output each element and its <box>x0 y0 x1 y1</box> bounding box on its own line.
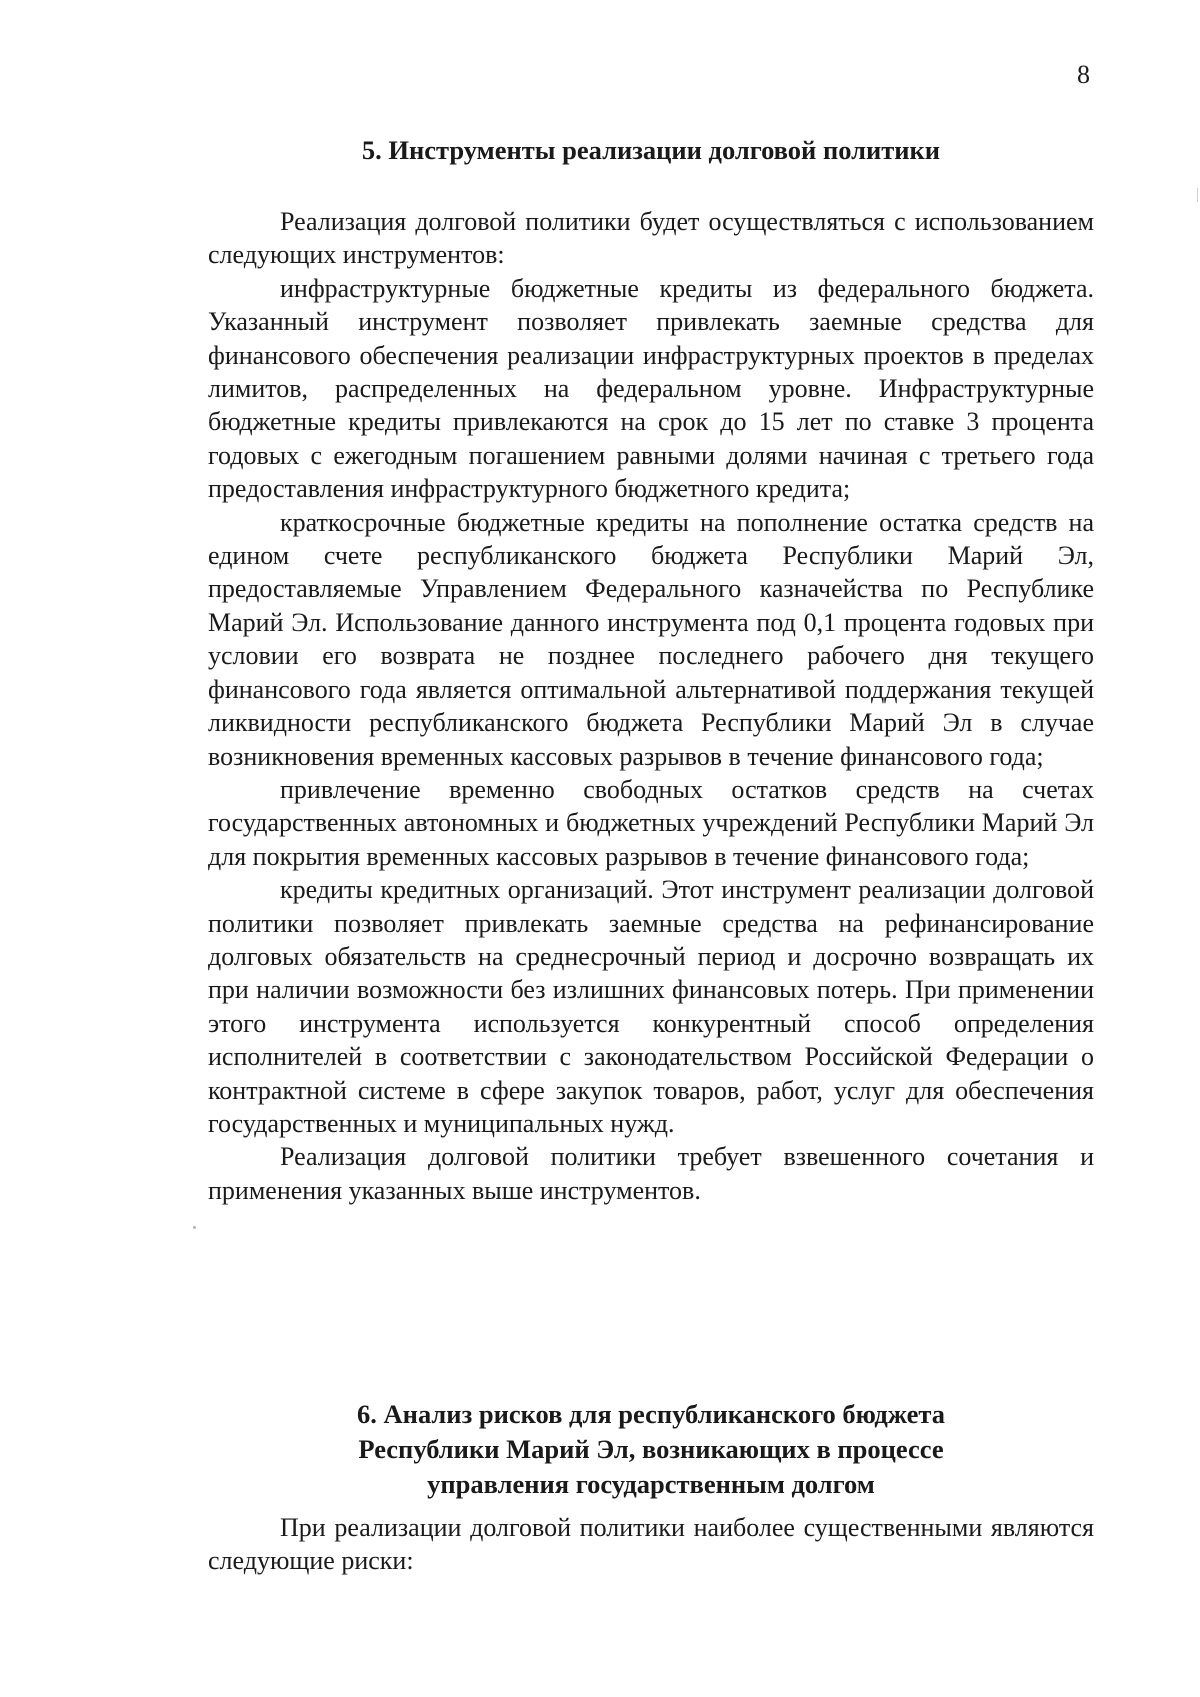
paragraph-infrastructure-credits: инфраструктурные бюджетные кредиты из федерального бюджета. Указанный инструмент позволяет привлекать заемные средства для финансового обеспечения реализации инфраструктурных проектов в пределах лимитов, распределенных на федеральном уровне. Инфраструктурные бюджетные кредиты привлекаются на срок до 15 лет по ставке 3 процента годовых с ежегодным погашением равными долями начиная с третьего года предоставления инфраструктурного бюджетного кредита; <box>208 273 1094 504</box>
page-number: 8 <box>1077 60 1090 89</box>
section-6-heading-line-1: 6. Анализ рисков для республиканского бюджета <box>357 1399 945 1429</box>
section-6-heading-line-3: управления государственным долгом <box>427 1469 875 1499</box>
paragraph-risks-intro: При реализации долговой политики наиболее существенными являются следующие риски: <box>208 1513 1094 1576</box>
section-6-heading <box>208 1397 1094 1502</box>
section-5-body <box>208 205 1094 1207</box>
section-6-heading-line-2: Республики Марий Эл, возникающих в процессе <box>358 1434 944 1464</box>
paragraph-bank-credits: кредиты кредитных организаций. Этот инструмент реализации долговой политики позволяет привлекать заемные средства на рефинансирование долговых обязательств на среднесрочный период и досрочно возвращать их при наличии возможности без излишних финансовых потерь. При применении этого инструмента используется конкурентный способ определения исполнителей в соответствии с законодательством Российской Федерации о контрактной системе в сфере закупок товаров, работ, услуг для обеспечения государственных и муниципальных нужд. <box>208 875 1094 1138</box>
section-6-body <box>208 1511 1094 1578</box>
paragraph-free-balances: привлечение временно свободных остатков средств на счетах государственных автономных и бюджетных учреждений Республики Марий Эл для покрытия временных кассовых разрывов в течение финансового года; <box>208 774 1094 871</box>
paragraph-short-term-credits: краткосрочные бюджетные кредиты на пополнение остатка средств на едином счете республиканского бюджета Республики Марий Эл, предоставляемые Управлением Федерального казначейства по Республике Марий Эл. Использование данного инструмента под 0,1 процента годовых при условии его возврата не позднее последнего рабочего дня текущего финансового года является оптимальной альтернативой поддержания текущей ликвидности республиканского бюджета Республики Марий Эл в случае возникновения временных кассовых разрывов в течение финансового года; <box>208 507 1094 771</box>
paragraph-intro: Реализация долговой политики будет осуществляться с использованием следующих инструментов: <box>208 207 1094 270</box>
paragraph-conclusion: Реализация долговой политики требует взвешенного сочетания и применения указанных выше инструментов. <box>208 1142 1094 1205</box>
section-5-heading: 5. Инструменты реализации долговой политики <box>361 135 941 165</box>
scan-dot-mark <box>193 1226 196 1229</box>
scan-margin-mark <box>1197 188 1198 202</box>
